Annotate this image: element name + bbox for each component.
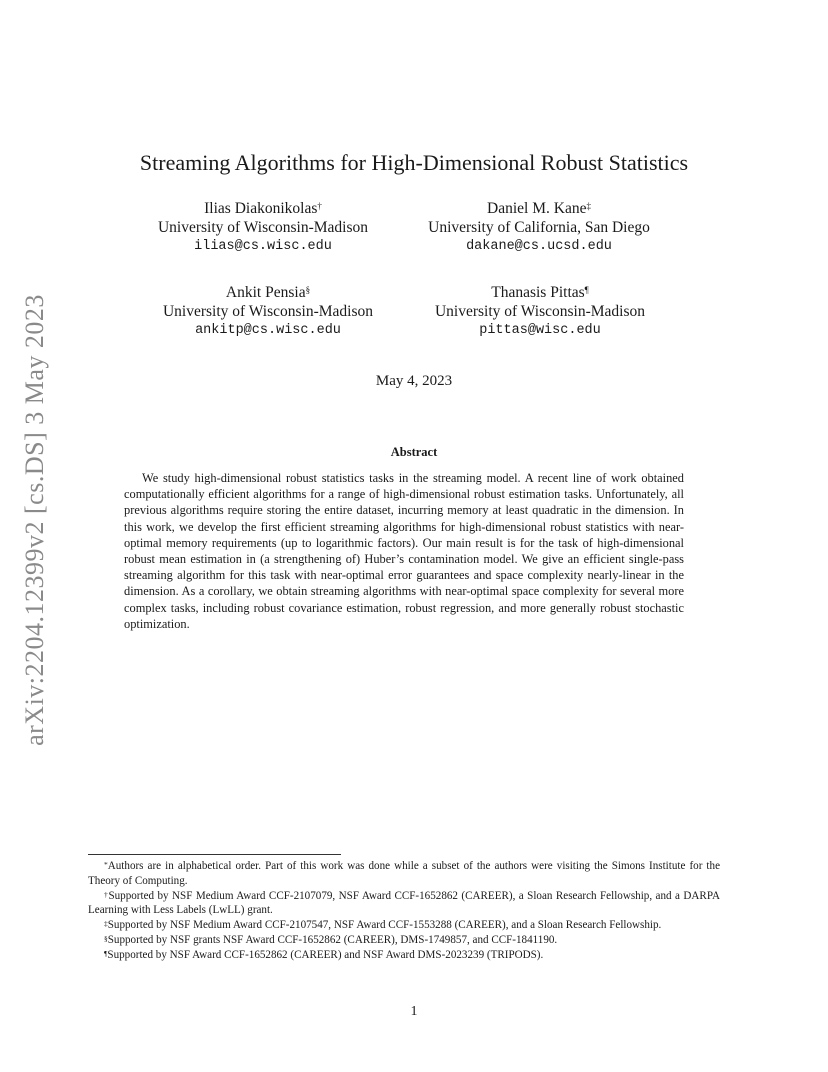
author-email[interactable]: ilias@cs.wisc.edu [194,239,332,254]
footnote-text: Supported by NSF Medium Award CCF-2107079, NSF Award CCF-1652862 (CAREER), a Sloan Research Fellowship, and a DARPA Learning with Less Labels (LwLL) grant. [88,889,720,917]
footnote-text: Supported by NSF Award CCF-1652862 (CAREER) and NSF Award DMS-2023239 (TRIPODS). [107,948,544,961]
footnotes [88,859,720,963]
author-block [148,199,378,256]
author-affiliation: University of Wisconsin-Madison [162,303,374,320]
footnote-text: Supported by NSF grants NSF Award CCF-1652862 (CAREER), DMS-1749857, and CCF-1841190. [107,933,558,946]
author-email[interactable]: ankitp@cs.wisc.edu [195,323,341,338]
arxiv-identifier-stamp: arXiv:2204.12399v2 [cs.DS] 3 May 2023 [20,294,49,746]
footnote-mark: § [104,933,108,943]
author-email[interactable]: dakane@cs.ucsd.edu [466,239,612,254]
author-affiliation: University of Wisconsin-Madison [434,303,646,320]
publication-date: May 4, 2023 [375,373,453,389]
footnote-mark: † [104,889,109,899]
page-number: 1 [410,1004,418,1019]
footnote [88,918,720,933]
author-block [150,283,386,340]
footnote [88,948,720,963]
footnote-mark: ¶ [584,285,589,295]
author-affiliation: University of Wisconsin-Madison [157,219,369,236]
footnote-mark: § [305,285,311,295]
footnote-mark: ¶ [104,948,108,958]
author-name: Ilias Diakonikolas [204,200,318,217]
footnote-mark: * [104,860,108,869]
paper-title: Streaming Algorithms for High-Dimensional Robust Statistics [139,150,689,175]
abstract-heading: Abstract [390,445,438,459]
footnote-text: Supported by NSF Medium Award CCF-2107547, NSF Award CCF-1553288 (CAREER), and a Sloan Research Fellowship. [107,919,662,932]
footnote [88,889,720,919]
footnote-divider [88,854,341,855]
footnote-mark: † [317,201,322,211]
author-name: Thanasis Pittas [491,284,585,301]
footnote [88,933,720,948]
footnote-text: Authors are in alphabetical order. Part of this work was done while a subset of the authors were visiting the Simons Institute for the Theory of Computing. [88,860,720,887]
author-block [420,283,660,340]
author-name: Ankit Pensia [225,284,306,301]
author-block [412,199,666,256]
abstract-text: We study high-dimensional robust statistics tasks in the streaming model. A recent line of work obtained computationally efficient algorithms for a range of high-dimensional robust estimation tasks. Unfortunately, all previous algorithms require storing the entire dataset, incurring memory at least quadratic in the dimension. In this work, we develop the first efficient streaming algorithms for high-dimensional robust statistics with near-optimal memory requirements (up to logarithmic factors). Our main result is for the task of high-dimensional robust mean estimation in (a strengthening of) Huber’s contamination model. We give an efficient single-pass streaming algorithm for this task with near-optimal error guarantees and space complexity nearly-linear in the dimension. As a corollary, we obtain streaming algorithms with near-optimal space complexity for several more complex tasks, including robust covariance estimation, robust regression, and more generally robust stochastic optimization. [124,471,684,631]
author-affiliation: University of California, San Diego [428,219,650,236]
footnote [88,859,720,889]
footnote-mark: ‡ [586,201,591,211]
author-name: Daniel M. Kane [487,200,587,217]
footnote-mark: ‡ [104,919,108,929]
author-email[interactable]: pittas@wisc.edu [479,323,601,338]
